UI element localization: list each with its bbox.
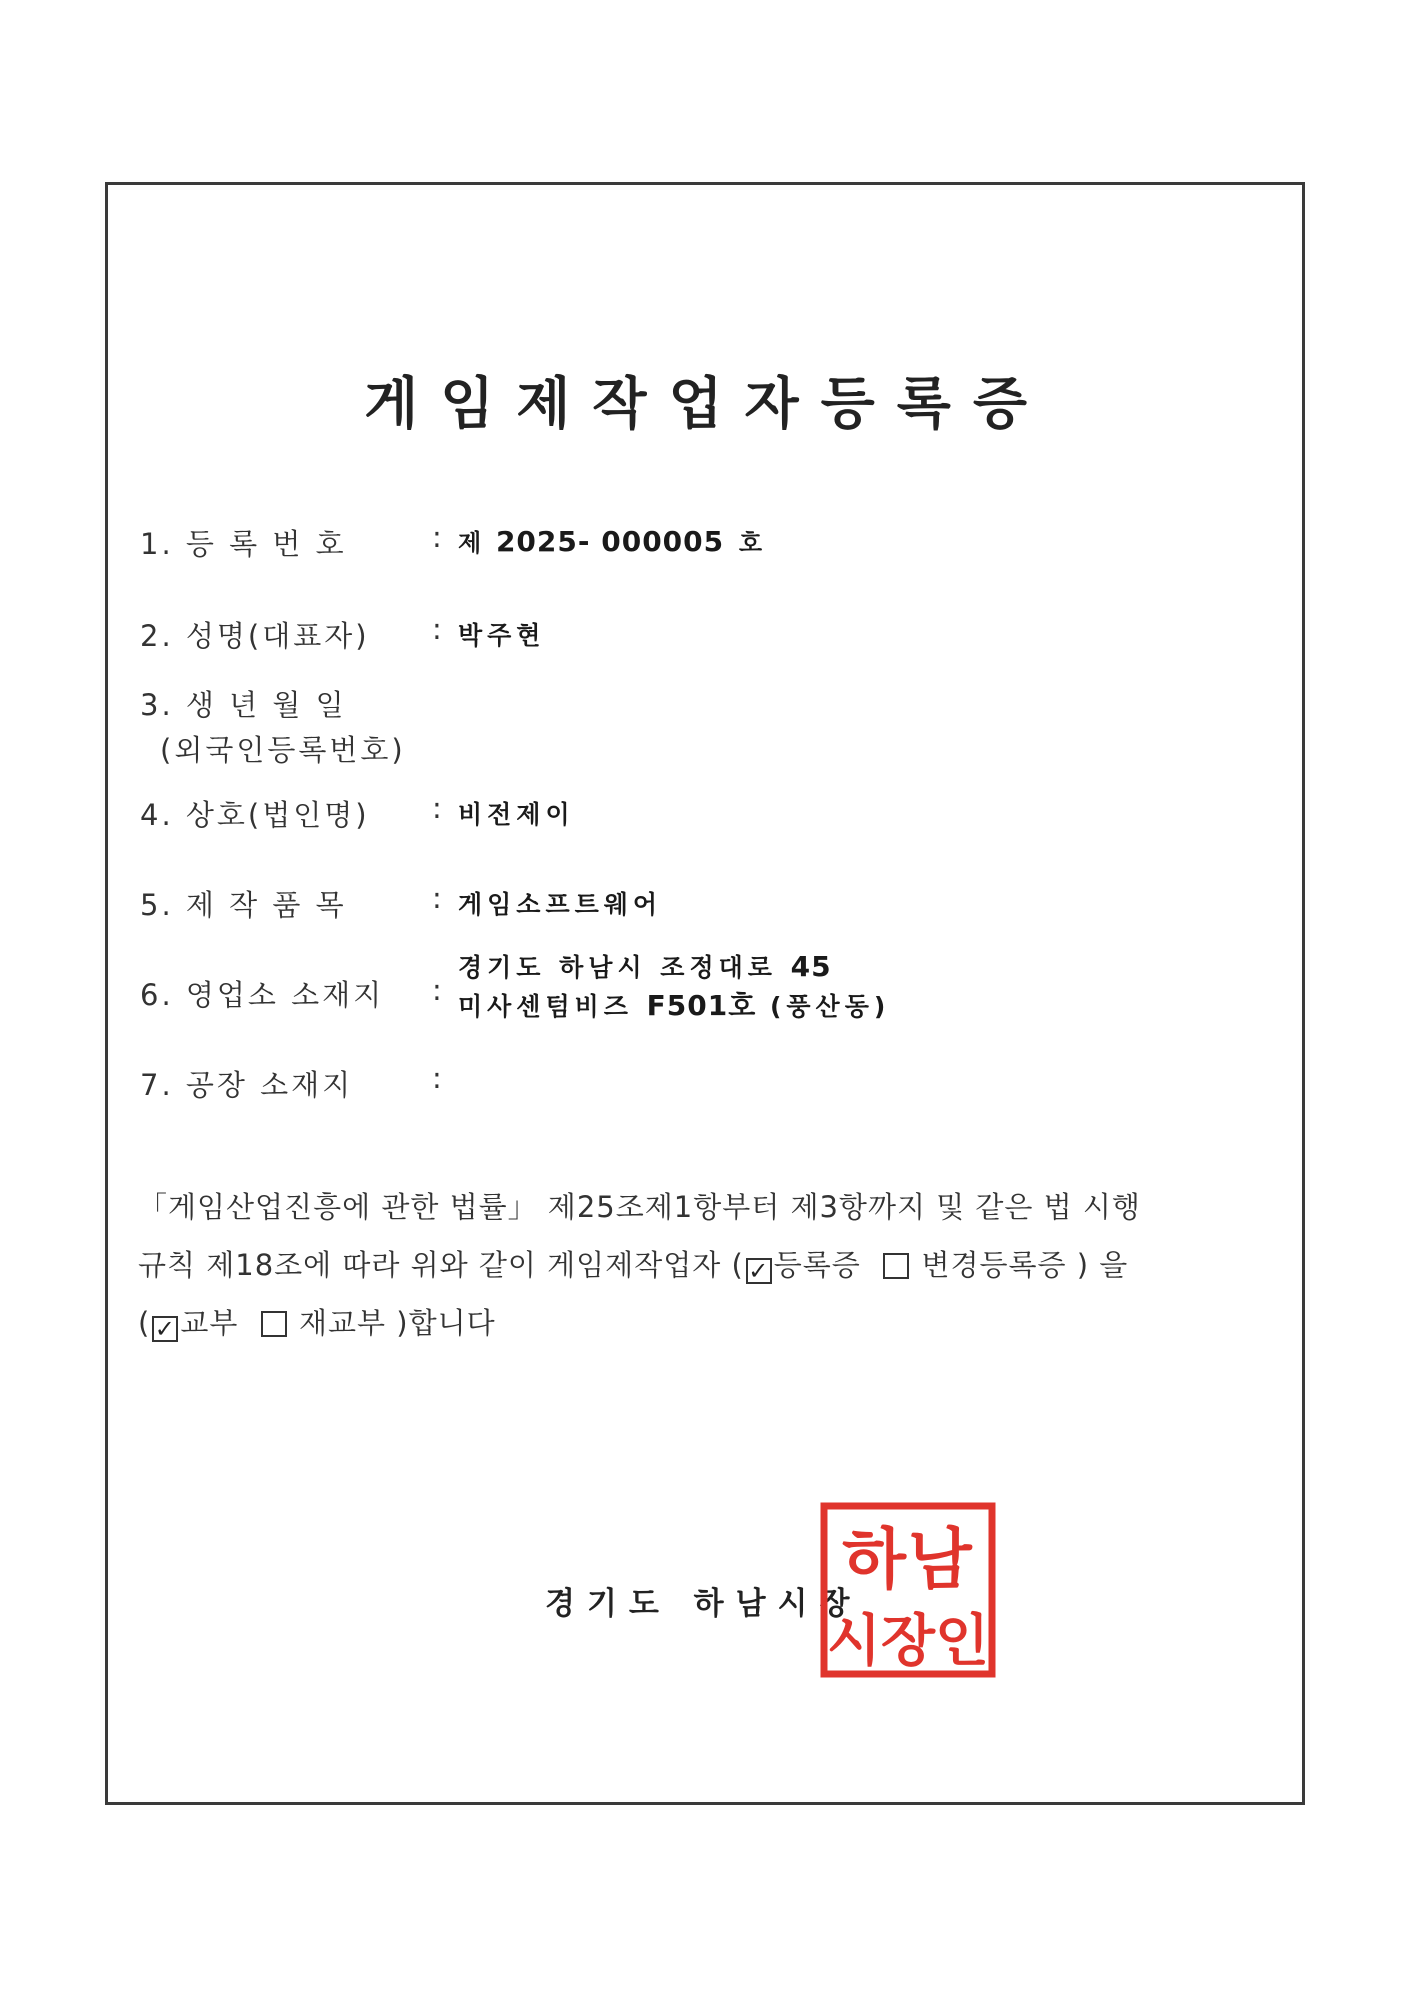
- address-line-2: 미사센텀비즈 F501호 (풍산동): [458, 989, 891, 1022]
- field-company-label: 4. 상호(법인명): [140, 798, 370, 832]
- svg-text:하남: 하남: [842, 1521, 974, 1598]
- svg-text:시장인: 시장인: [826, 1609, 990, 1674]
- colon: :: [432, 612, 442, 646]
- field-factory-address-label: 7. 공장 소재지: [140, 1068, 354, 1102]
- company-value: 비전제이: [458, 800, 575, 829]
- statement-line-3: ( ✓ 교부 재교부 )합니다: [138, 1306, 496, 1343]
- colon: :: [432, 791, 442, 825]
- representative-value: 박주현: [458, 621, 546, 650]
- register-checkbox: ✓: [746, 1258, 772, 1284]
- registration-number-value: 제 2025- 000005 호: [458, 525, 763, 558]
- certificate-title: 게임제작업자등록증: [364, 372, 1049, 437]
- field-birthdate-label: 3. 생 년 월 일 (외국인등록번호): [140, 688, 406, 767]
- statement-line-1: 「게임산업진흥에 관한 법률」 제25조제1항부터 제3항까지 및 같은 법 시행: [138, 1190, 1141, 1224]
- colon: :: [432, 1061, 442, 1095]
- change-register-checkbox: [883, 1253, 909, 1279]
- colon: :: [432, 881, 442, 915]
- address-line-1: 경기도 하남시 조정대로 45: [458, 950, 832, 983]
- product-value: 게임소프트웨어: [458, 890, 663, 919]
- field-registration-number-label: 1. 등 록 번 호: [140, 527, 347, 561]
- issuer-name: 경기도 하남시장: [545, 1586, 862, 1622]
- colon: :: [432, 973, 442, 1007]
- office-address-value: [458, 948, 890, 1026]
- colon: :: [432, 520, 442, 554]
- field-representative-label: 2. 성명(대표자): [140, 619, 370, 653]
- statement-line-2: 규칙 제18조에 따라 위와 같이 게임제작업자 ( ✓ 등록증 변경등록증 ) 을: [138, 1248, 1129, 1285]
- issue-checkbox: ✓: [152, 1316, 178, 1342]
- reissue-checkbox: [261, 1311, 287, 1337]
- field-office-address-label: 6. 영업소 소재지: [140, 978, 385, 1012]
- official-seal-icon: [818, 1500, 998, 1680]
- field-product-label: 5. 제 작 품 목: [140, 888, 347, 922]
